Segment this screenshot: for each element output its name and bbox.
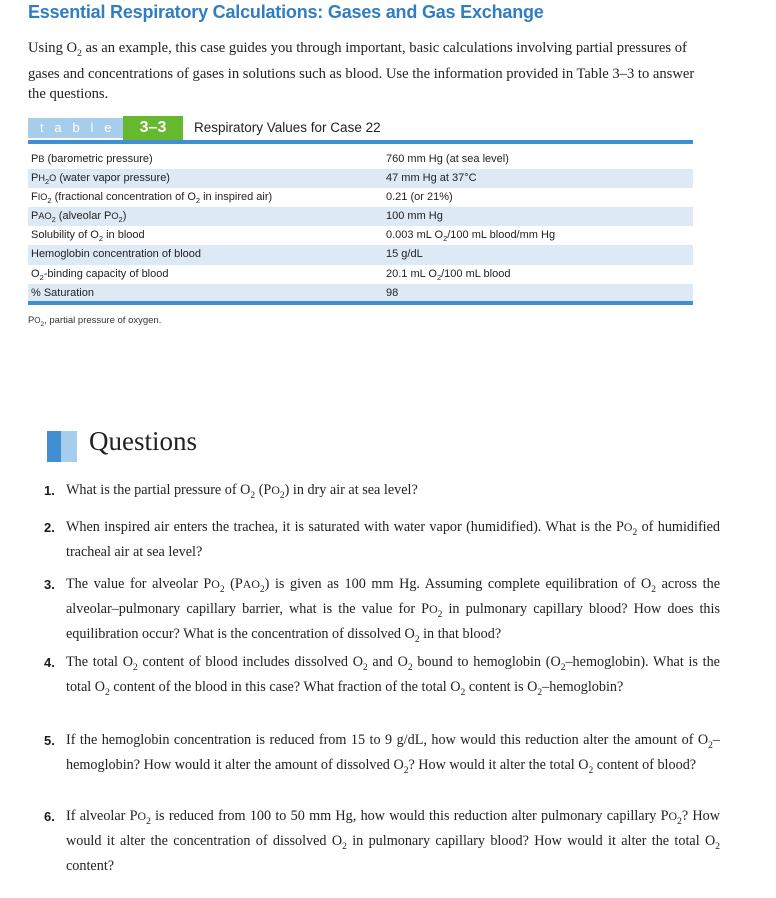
table-cell-parameter: Hemoglobin concentration of blood bbox=[31, 248, 202, 261]
question-text: If the hemoglobin concentration is reduced from 15 to 9 g/dL, how would this reduction alter the amount of $O_2$–hemoglobin? How would it alter the amount of dissolved $O_2$? How would it alter the total $O_2$ content of blood? bbox=[66, 732, 720, 776]
table-top-rule bbox=[28, 140, 693, 144]
table-cell-parameter: $PAO_2$ (alveolar $PO_2$) bbox=[31, 210, 127, 225]
question-number: 6. bbox=[44, 809, 55, 824]
table-row bbox=[28, 245, 693, 264]
respiratory-values-table bbox=[28, 150, 693, 303]
table-cell-value: 15 g/dL bbox=[386, 248, 423, 261]
table-cell-parameter: Solubility of $O_2$ in blood bbox=[31, 229, 145, 244]
table-cell-parameter: PB (barometric pressure) bbox=[31, 153, 153, 165]
question-text: The total $O_2$ content of blood includes dissolved $O_2$ and $O_2$ bound to hemoglobin $(O_2-hemoglobin)$. What is the total $O_2$ content of the blood in this case? What fraction of the total $O_2$ content is $O_2$–hemoglobin? bbox=[66, 654, 720, 698]
table-bottom-rule bbox=[28, 301, 693, 305]
questions-heading: Questions bbox=[89, 426, 197, 456]
table-row bbox=[28, 169, 693, 188]
question-number: 4. bbox=[44, 655, 55, 670]
table-cell-value: 100 mm Hg bbox=[386, 210, 443, 223]
table-cell-parameter: $O_2$-binding capacity of blood bbox=[31, 267, 169, 282]
table-row bbox=[28, 207, 693, 226]
table-cell-value: 47 mm Hg at 37°C bbox=[386, 172, 477, 185]
question-text: The value for alveolar $PO_2$ $(PAO_2)$ is given as 100 mm Hg. Assuming complete equilibration of $O_2$ across the alveolar–pulmonary capillary barrier, what is the value for $PO_2$ in pulmonary capillary blood? How does this equilibration occur? What is the concentration of dissolved $O_2$ in that blood? bbox=[66, 576, 720, 645]
table-cell-value: 0.21 (or 21%) bbox=[386, 191, 453, 204]
table-title: Respiratory Values for Case 22 bbox=[194, 120, 381, 135]
table-row bbox=[28, 188, 693, 207]
table-label: t a b l e bbox=[28, 118, 123, 138]
table-row bbox=[28, 226, 693, 245]
table-cell-value: 0.003 mL $O_2/100$ mL blood/mm Hg bbox=[386, 229, 556, 244]
question-number: 5. bbox=[44, 733, 55, 748]
table-header bbox=[28, 116, 693, 140]
table-row bbox=[28, 265, 693, 284]
table-cell-parameter: % Saturation bbox=[31, 286, 94, 299]
question-text: When inspired air enters the trachea, it is saturated with water vapor (humidified). What is the $PO_2$ of humidified tracheal air at sea level? bbox=[66, 519, 721, 560]
table-row bbox=[28, 284, 693, 303]
table-row bbox=[28, 150, 693, 169]
question-text: What is the partial pressure of $O_2$ $(PO_2)$ in dry air at sea level? bbox=[66, 482, 418, 501]
table-cell-value: 98 bbox=[386, 286, 399, 299]
intro-paragraph: Using $O_2$ as an example, this case guides you through important, basic calculations involving partial pressures of gases and concentrations of gases in solutions such as blood. Use the information provided in Table 3–3 to answer the questions. bbox=[28, 40, 695, 102]
question-number: 1. bbox=[44, 483, 55, 498]
table-cell-parameter: $PH_2O$ (water vapor pressure) bbox=[31, 172, 170, 186]
question-number: 2. bbox=[44, 520, 55, 535]
questions-square-icon bbox=[47, 431, 77, 462]
question-number: 3. bbox=[44, 577, 55, 592]
table-number: 3–3 bbox=[123, 116, 183, 140]
page-heading: Essential Respiratory Calculations: Gases and Gas Exchange bbox=[28, 2, 544, 22]
question-text: If alveolar $PO_2$ is reduced from 100 to 50 mm Hg, how would this reduction alter pulmonary capillary $PO_2$? How would it alter the concentration of dissolved $O_2$ in pulmonary capillary blood? How would it alter the total $O_2$ content? bbox=[66, 808, 720, 874]
table-footnote: $PO_2$, partial pressure of oxygen. bbox=[28, 315, 162, 328]
table-cell-parameter: $FIO_2$ (fractional concentration of $O_2$ in inspired air) bbox=[31, 191, 273, 206]
table-cell-value: 20.1 mL $O_2/100$ mL blood bbox=[386, 267, 511, 282]
table-cell-value: 760 mm Hg (at sea level) bbox=[386, 153, 509, 165]
